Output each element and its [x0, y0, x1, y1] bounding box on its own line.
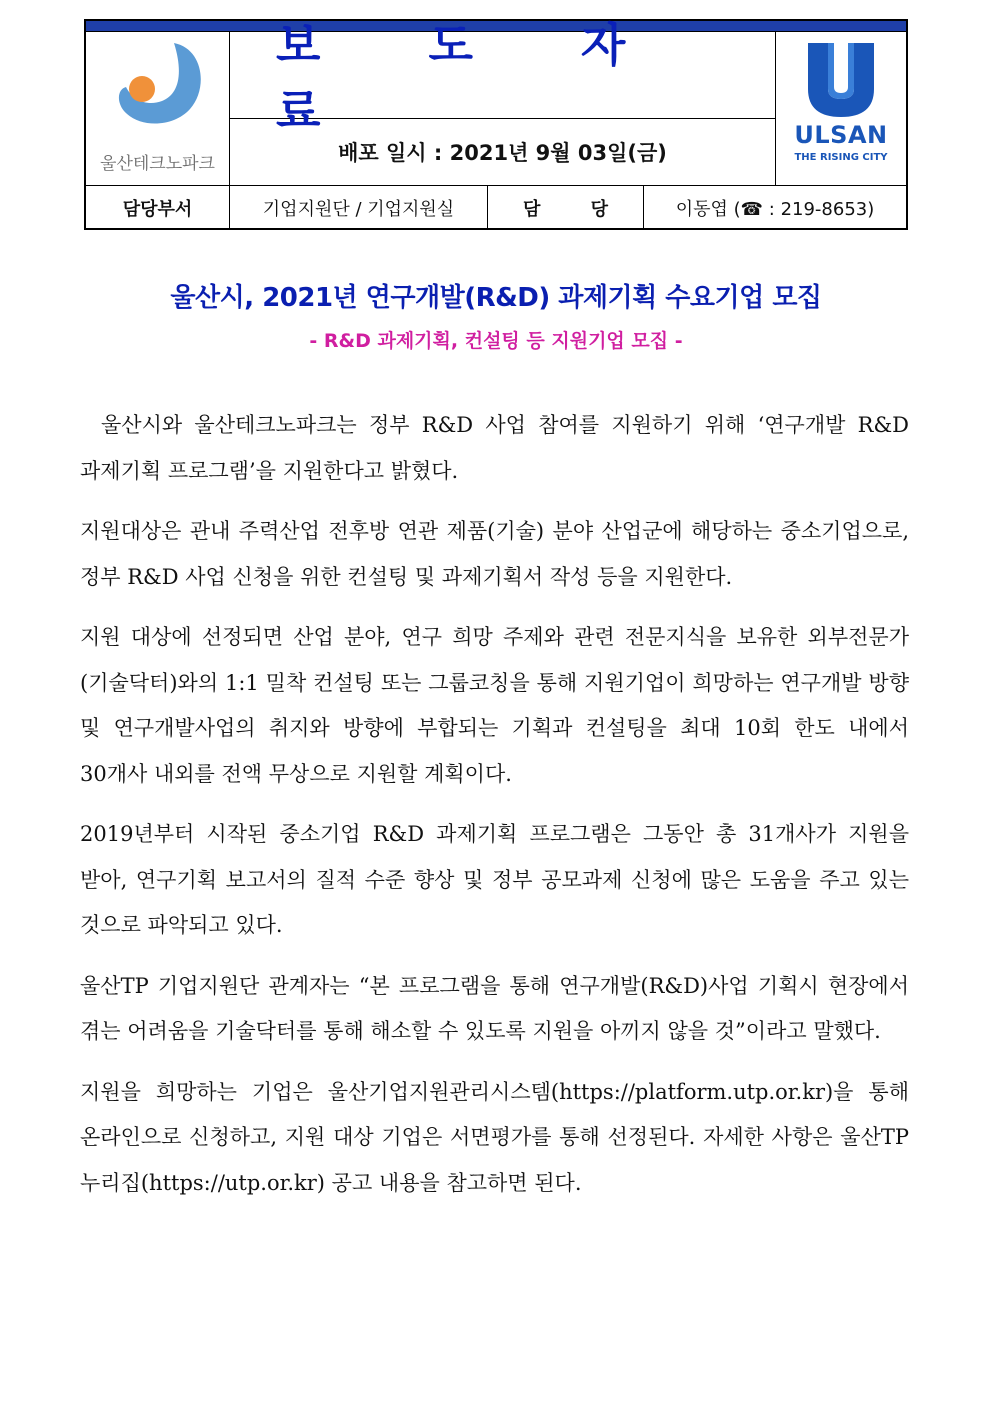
ulsan-u-icon: [804, 39, 878, 119]
paragraph: 울산시와 울산테크노파크는 정부 R&D 사업 참여를 지원하기 위해 ‘연구개발 R&D 과제기획 프로그램’을 지원한다고 밝혔다.: [80, 413, 909, 483]
department-label: 담당부서: [86, 185, 230, 230]
paragraph: 지원 대상에 선정되면 산업 분야, 연구 희망 주제와 관련 전문지식을 보유한 외부전문가(기술닥터)와의 1:1 밀착 컨설팅 또는 그룹코칭을 통해 지원기업이 희망하는 연구개발 방향 및 연구개발사업의 취지와 방향에 부합되는 기획과 컨설팅을 최대 10회 한도 내에서 30개사 내외를 전액 무상으로 지원할 계획이다.: [80, 625, 909, 786]
contact-value: 이동엽 (☎ : 219-8653): [644, 185, 906, 230]
paragraph: 2019년부터 시작된 중소기업 R&D 과제기획 프로그램은 그동안 총 31개사가 지원을 받아, 연구기획 보고서의 질적 수준 향상 및 정부 공모과제 신청에 많은 도움을 주고 있는 것으로 파악되고 있다.: [80, 822, 909, 937]
paragraph: 지원대상은 관내 주력산업 전후방 연관 제품(기술) 분야 산업군에 해당하는 중소기업으로, 정부 R&D 사업 신청을 위한 컨설팅 및 과제기획서 작성 등을 지원한다.: [80, 519, 909, 589]
ulsan-city-logo: [776, 31, 906, 185]
ulsan-logo-slogan: THE RISING CITY: [794, 152, 888, 163]
article-body: [80, 403, 909, 1221]
title-cell: [230, 17, 776, 138]
utp-logo-icon: [112, 39, 208, 127]
contact-label: 담 당: [488, 185, 644, 230]
subheadline: - R&D 과제기획, 컨설팅 등 지원기업 모집 -: [309, 330, 683, 352]
press-release-header: [84, 19, 908, 230]
paragraph: 울산TP 기업지원단 관계자는 “본 프로그램을 통해 연구개발(R&D)사업 기획시 현장에서 겪는 어려움을 기술닥터를 통해 해소할 수 있도록 지원을 아끼지 않을 것”이라고 말했다.: [80, 973, 909, 1043]
department-value: 기업지원단 / 기업지원실: [230, 185, 488, 230]
paragraph: 지원을 희망하는 기업은 울산기업지원관리시스템(https://platform.utp.or.kr)을 통해 온라인으로 신청하고, 지원 대상 기업은 서면평가를 통해 선정된다. 자세한 사항은 울산TP 누리집(https://utp.or.kr) 공고 내용을 참고하면 된다.: [80, 1079, 909, 1195]
ulsan-logo-name: ULSAN: [794, 121, 888, 149]
utp-logo: [86, 31, 230, 185]
headline: 울산시, 2021년 연구개발(R&D) 과제기획 수요기업 모집: [170, 283, 822, 313]
press-release-title: 보 도 자 료: [276, 17, 672, 138]
release-date: 배포 일시 : 2021년 9월 03일(금): [230, 119, 776, 185]
utp-logo-text: 울산테크노파크: [100, 154, 215, 174]
